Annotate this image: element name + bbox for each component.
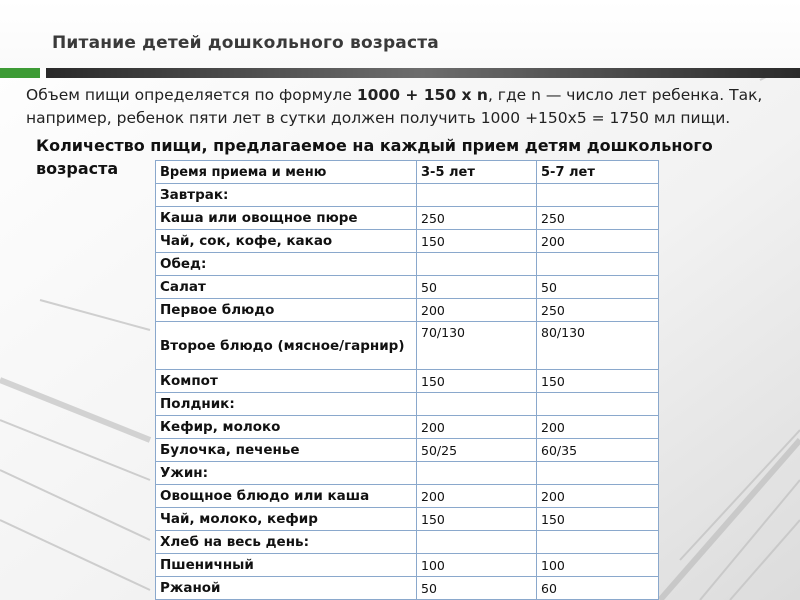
cell-5-7: 250 xyxy=(537,207,659,230)
cell-3-5: 150 xyxy=(417,508,537,531)
cell-item: Завтрак: xyxy=(156,184,417,207)
cell-item: Чай, молоко, кефир xyxy=(156,508,417,531)
title-divider xyxy=(0,68,800,78)
cell-3-5: 70/130 xyxy=(417,322,537,370)
cell-item: Каша или овощное пюре xyxy=(156,207,417,230)
accent-bar xyxy=(0,68,40,78)
table-caption: Количество пищи, предлагаемое на каждый прием детям дошкольного возраста xyxy=(36,136,713,178)
cell-5-7: 200 xyxy=(537,230,659,253)
cell-item: Овощное блюдо или каша xyxy=(156,485,417,508)
cell-item: Обед: xyxy=(156,253,417,276)
cell-5-7 xyxy=(537,184,659,207)
formula-post: , где n — число лет ребенка. Так, например, ребенок пяти лет в сутки должен получить 1000 +150х5 = 1750 мл пищи. xyxy=(26,86,763,127)
cell-3-5 xyxy=(417,184,537,207)
cell-item: Ужин: xyxy=(156,462,417,485)
table-row xyxy=(156,508,659,531)
cell-item: Второе блюдо (мясное/гарнир) xyxy=(156,322,417,370)
table-row xyxy=(156,370,659,393)
portion-table xyxy=(155,160,659,600)
table-row xyxy=(156,416,659,439)
cell-item: Первое блюдо xyxy=(156,299,417,322)
cell-3-5: 200 xyxy=(417,485,537,508)
cell-3-5: 200 xyxy=(417,299,537,322)
cell-5-7 xyxy=(537,393,659,416)
header-cell-menu: Время приема и меню xyxy=(156,161,417,184)
cell-5-7: 250 xyxy=(537,299,659,322)
table-row xyxy=(156,207,659,230)
cell-3-5 xyxy=(417,253,537,276)
cell-3-5: 50/25 xyxy=(417,439,537,462)
cell-5-7: 80/130 xyxy=(537,322,659,370)
header-cell-3-5: 3-5 лет xyxy=(417,161,537,184)
table-row xyxy=(156,322,659,370)
cell-item: Хлеб на весь день: xyxy=(156,531,417,554)
cell-5-7: 60 xyxy=(537,577,659,600)
cell-5-7 xyxy=(537,531,659,554)
table-row xyxy=(156,554,659,577)
formula-expression: 1000 + 150 х n xyxy=(356,86,488,104)
cell-5-7 xyxy=(537,253,659,276)
table-row xyxy=(156,393,659,416)
title-area xyxy=(0,0,800,68)
divider-bar xyxy=(46,68,800,78)
table-row xyxy=(156,462,659,485)
cell-item: Ржаной xyxy=(156,577,417,600)
cell-3-5 xyxy=(417,462,537,485)
table-row xyxy=(156,531,659,554)
table-row xyxy=(156,230,659,253)
cell-5-7: 200 xyxy=(537,485,659,508)
cell-3-5: 200 xyxy=(417,416,537,439)
cell-5-7: 50 xyxy=(537,276,659,299)
cell-item: Кефир, молоко xyxy=(156,416,417,439)
cell-5-7: 200 xyxy=(537,416,659,439)
table-row xyxy=(156,439,659,462)
cell-3-5: 50 xyxy=(417,577,537,600)
table-row xyxy=(156,577,659,600)
formula-pre: Объем пищи определяется по формуле xyxy=(26,86,357,104)
table-row xyxy=(156,276,659,299)
cell-3-5: 50 xyxy=(417,276,537,299)
slide-title: Питание детей дошкольного возраста xyxy=(52,33,439,53)
header-cell-5-7: 5-7 лет xyxy=(537,161,659,184)
table-header-row xyxy=(156,161,659,184)
table-row xyxy=(156,253,659,276)
cell-5-7: 60/35 xyxy=(537,439,659,462)
cell-item: Булочка, печенье xyxy=(156,439,417,462)
cell-3-5: 250 xyxy=(417,207,537,230)
cell-3-5: 150 xyxy=(417,370,537,393)
cell-5-7: 100 xyxy=(537,554,659,577)
cell-3-5: 100 xyxy=(417,554,537,577)
cell-3-5 xyxy=(417,393,537,416)
cell-item: Пшеничный xyxy=(156,554,417,577)
cell-3-5: 150 xyxy=(417,230,537,253)
cell-item: Компот xyxy=(156,370,417,393)
table-row xyxy=(156,299,659,322)
formula-text xyxy=(26,84,791,130)
cell-item: Полдник: xyxy=(156,393,417,416)
table-row xyxy=(156,184,659,207)
cell-item: Чай, сок, кофе, какао xyxy=(156,230,417,253)
cell-5-7: 150 xyxy=(537,370,659,393)
cell-5-7: 150 xyxy=(537,508,659,531)
table-row xyxy=(156,485,659,508)
cell-5-7 xyxy=(537,462,659,485)
cell-3-5 xyxy=(417,531,537,554)
cell-item: Салат xyxy=(156,276,417,299)
